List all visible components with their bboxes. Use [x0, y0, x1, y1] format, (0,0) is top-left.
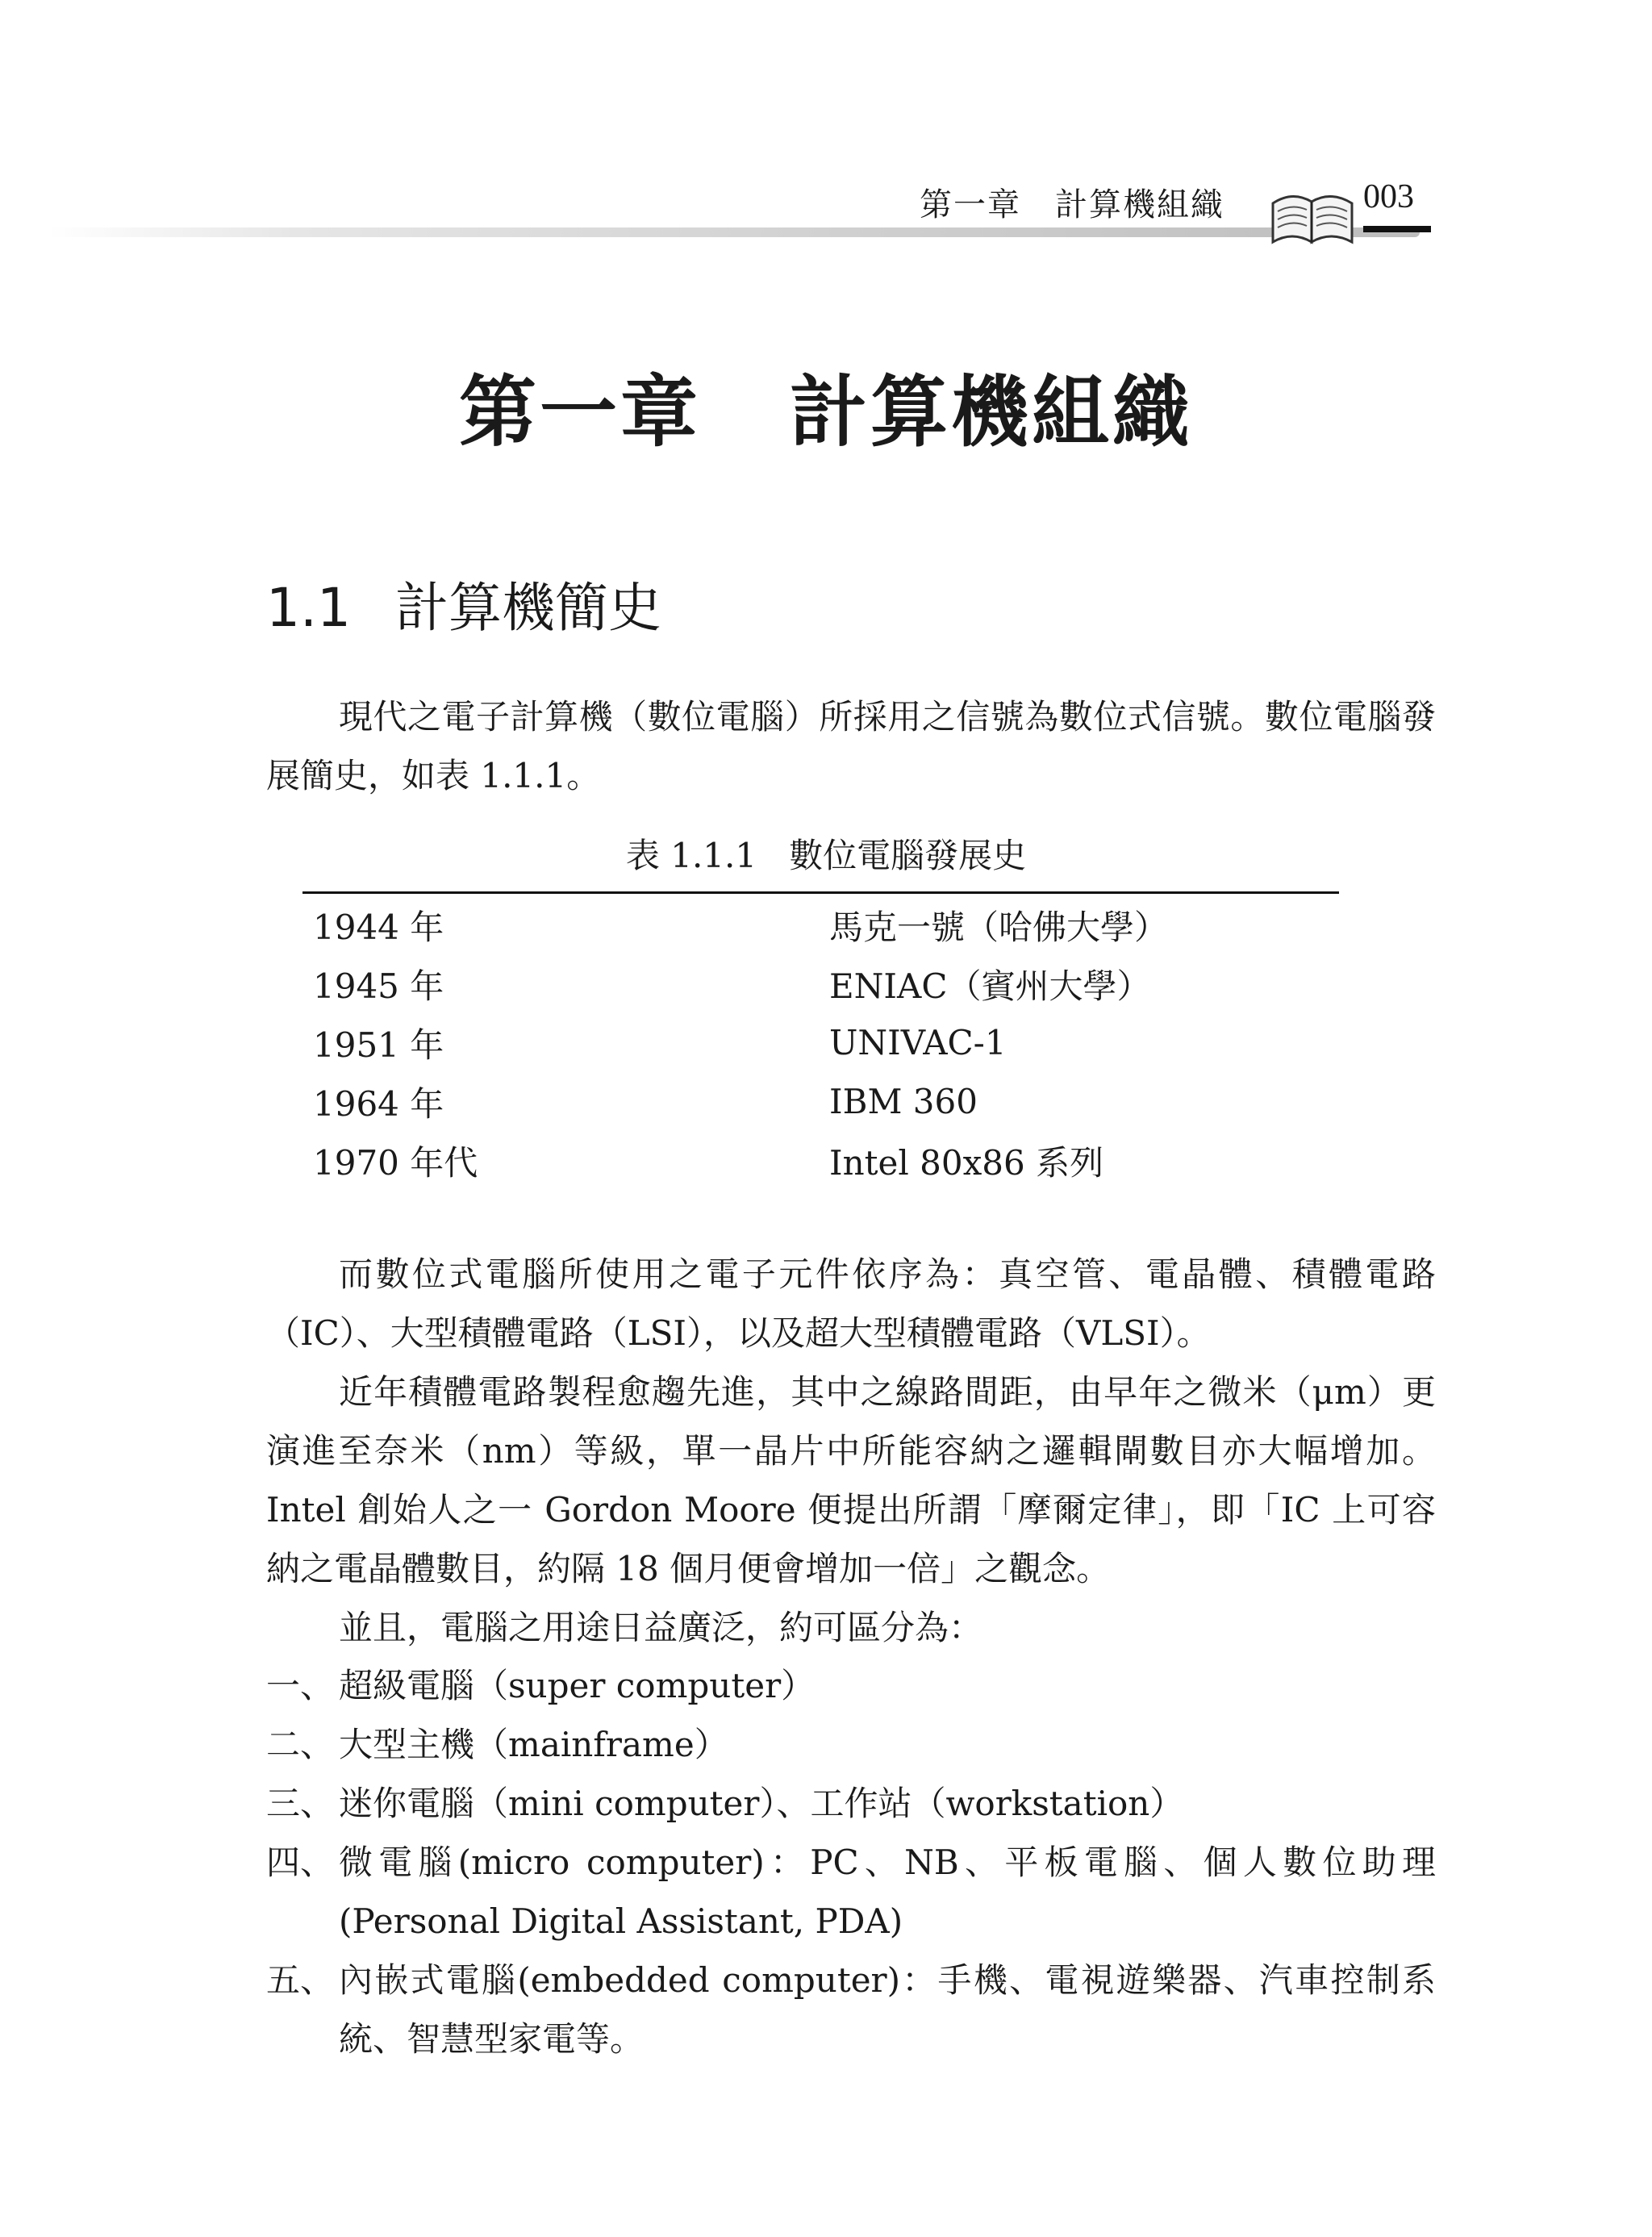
table-caption-number: 表 1.1.1 — [625, 836, 757, 875]
table-cell-event: 馬克一號（哈佛大學） — [829, 907, 1169, 947]
list-marker: 四、 — [266, 1843, 335, 1882]
list-marker: 一、 — [266, 1666, 335, 1705]
list-marker: 三、 — [266, 1784, 335, 1823]
page-number: 003 — [1363, 178, 1414, 215]
table-row — [313, 1013, 1339, 1072]
list-text: 迷你電腦（mini computer）、工作站（workstation） — [339, 1784, 1184, 1823]
intro-paragraph: 現代之電子計算機（數位電腦）所採用之信號為數位式信號。數位電腦發展簡史，如表 1.1.1。 — [266, 697, 1436, 795]
intro-block — [266, 687, 1436, 805]
list-marker: 二、 — [266, 1725, 335, 1764]
table-row — [313, 1131, 1339, 1190]
table-cell-event: ENIAC（賓州大學） — [829, 966, 1151, 1006]
table-cell-event: Intel 80x86 系列 — [829, 1142, 1104, 1183]
list-item — [266, 1833, 1436, 1951]
list-text: 超級電腦（super computer） — [339, 1666, 816, 1705]
section-heading — [266, 565, 661, 641]
chapter-title — [0, 351, 1652, 461]
table-row — [313, 1072, 1339, 1131]
table-row — [313, 895, 1339, 954]
section-number: 1.1 — [266, 577, 351, 639]
list-item — [266, 1951, 1436, 2068]
usage-intro-paragraph: 並且，電腦之用途日益廣泛，約可區分為： — [339, 1608, 983, 1647]
table-cell-year: 1970 年代 — [313, 1142, 478, 1183]
components-paragraph: 而數位式電腦所使用之電子元件依序為：真空管、電晶體、積體電路（IC）、大型積體電路（LSI），以及超大型積體電路（VLSI）。 — [266, 1254, 1436, 1353]
section-title-text: 計算機簡史 — [395, 577, 661, 639]
header-gradient-bar — [48, 227, 1420, 237]
list-text: 微電腦(micro computer)：PC、NB、平板電腦、個人數位助理(Personal Digital Assistant, PDA) — [339, 1843, 1436, 1941]
open-book-icon — [1268, 186, 1357, 248]
header-chapter-label: 第一章 — [920, 186, 1021, 223]
table-cell-year: 1944 年 — [313, 907, 444, 947]
header-chapter-name: 計算機組織 — [1055, 186, 1224, 223]
table-cell-year: 1945 年 — [313, 966, 444, 1006]
list-marker: 五、 — [266, 1960, 335, 2000]
table-top-rule — [302, 891, 1339, 894]
list-item — [266, 1715, 1436, 1774]
moore-law-paragraph: 近年積體電路製程愈趨先進，其中之線路間距，由早年之微米（μm）更演進至奈米（nm）等級，單一晶片中所能容納之邏輯閘數目亦大幅增加。Intel 創始人之一 Gordon Moore 便提出所謂「摩爾定律」，即「IC 上可容納之電晶體數目，約隔 18 個月便會增加一倍」之觀念。 — [266, 1372, 1436, 1588]
history-table — [313, 895, 1339, 1190]
header-chapter — [920, 179, 1224, 225]
running-header — [0, 161, 1652, 258]
body-paragraphs — [266, 1245, 1436, 1657]
chapter-title-name: 計算機組織 — [790, 366, 1193, 457]
table-row — [313, 954, 1339, 1013]
chapter-title-label: 第一章 — [459, 366, 701, 457]
list-text: 大型主機（mainframe） — [339, 1725, 728, 1764]
table-cell-year: 1951 年 — [313, 1025, 444, 1065]
table-caption — [0, 829, 1652, 878]
table-cell-event: IBM 360 — [829, 1082, 978, 1121]
table-cell-year: 1964 年 — [313, 1083, 444, 1124]
page-number-underline — [1363, 226, 1431, 232]
list-item — [266, 1774, 1436, 1833]
list-item — [266, 1656, 1436, 1715]
table-caption-title: 數位電腦發展史 — [789, 836, 1027, 875]
computer-types-list — [266, 1656, 1436, 2068]
list-text: 內嵌式電腦(embedded computer)：手機、電視遊樂器、汽車控制系統、智慧型家電等。 — [339, 1960, 1436, 2059]
table-cell-event: UNIVAC-1 — [829, 1023, 1007, 1062]
